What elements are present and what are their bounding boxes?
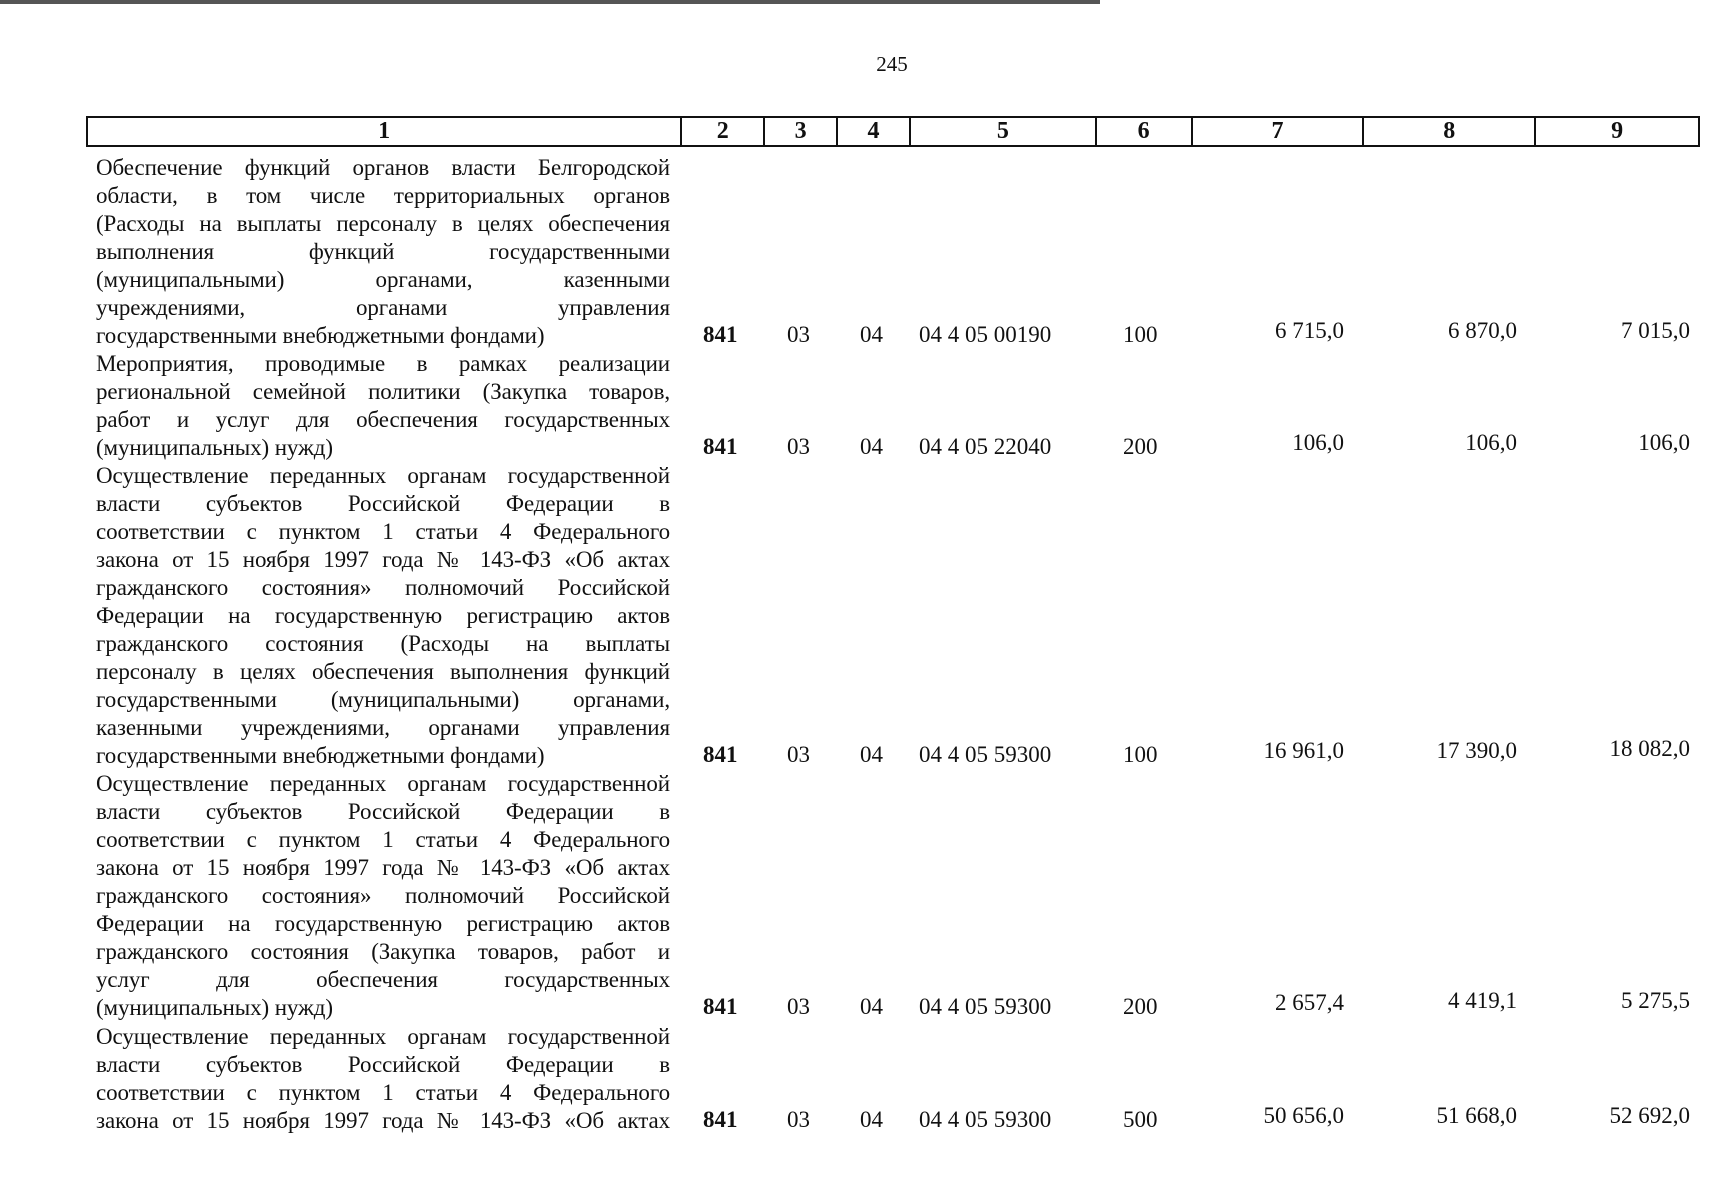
description-line: закона от 15 ноября 1997 года № 143-ФЗ «Об актах — [96, 547, 670, 572]
cell-col-7: 6 715,0 — [1275, 318, 1344, 343]
header-col-1: 1 — [88, 118, 682, 145]
cell-col-8: 4 419,1 — [1448, 988, 1517, 1013]
cell-col-8: 17 390,0 — [1436, 738, 1517, 763]
description-line: власти субъектов Российской Федерации в — [96, 799, 670, 824]
description-line: закона от 15 ноября 1997 года № 143-ФЗ «Об актах — [96, 1108, 670, 1133]
row-description — [96, 1023, 670, 1135]
description-line: власти субъектов Российской Федерации в — [96, 1052, 670, 1077]
cell-col-5: 04 4 05 00190 — [919, 322, 1052, 347]
cell-col-5: 04 4 05 59300 — [919, 994, 1052, 1019]
description-line: государственными внебюджетными фондами) — [96, 323, 545, 348]
header-col-7: 7 — [1193, 118, 1365, 145]
cell-col-5: 04 4 05 59300 — [919, 1107, 1052, 1132]
cell-col-4: 04 — [860, 742, 883, 767]
cell-col-9: 18 082,0 — [1609, 736, 1690, 761]
description-line: закона от 15 ноября 1997 года № 143-ФЗ «Об актах — [96, 855, 670, 880]
description-line: (муниципальных) нужд) — [96, 435, 333, 460]
cell-col-5: 04 4 05 22040 — [919, 434, 1052, 459]
row-description — [96, 350, 670, 462]
page-number: 245 — [876, 52, 908, 76]
description-line: власти субъектов Российской Федерации в — [96, 491, 670, 516]
cell-col-3: 03 — [787, 994, 810, 1019]
cell-col-3: 03 — [787, 1107, 810, 1132]
cell-col-8: 51 668,0 — [1436, 1103, 1517, 1128]
description-line: государственными внебюджетными фондами) — [96, 743, 545, 768]
cell-col-2: 841 — [703, 434, 738, 459]
cell-col-8: 6 870,0 — [1448, 318, 1517, 343]
header-col-8: 8 — [1364, 118, 1536, 145]
header-col-9: 9 — [1611, 118, 1624, 144]
cell-col-2: 841 — [703, 994, 738, 1019]
description-line: работ и услуг для обеспечения государственных — [96, 407, 670, 432]
cell-col-2: 841 — [703, 322, 738, 347]
description-line: соответствии с пунктом 1 статьи 4 Федерального — [96, 827, 670, 852]
cell-col-2: 841 — [703, 742, 738, 767]
description-line: Мероприятия, проводимые в рамках реализации — [96, 351, 670, 376]
scan-top-edge — [0, 0, 1100, 4]
cell-col-9: 106,0 — [1638, 430, 1690, 455]
description-line: соответствии с пунктом 1 статьи 4 Федерального — [96, 1080, 670, 1105]
cell-col-8: 106,0 — [1465, 430, 1517, 455]
row-description — [96, 770, 670, 1022]
description-line: Федерации на государственную регистрацию актов — [96, 911, 670, 936]
description-line: гражданского состояния» полномочий Российской — [96, 883, 670, 908]
description-line: (Расходы на выплаты персоналу в целях обеспечения — [96, 211, 670, 236]
description-line: региональной семейной политики (Закупка товаров, — [96, 379, 670, 404]
description-line: учреждениями, органами управления — [96, 295, 670, 320]
description-line: услуг для обеспечения государственных — [96, 967, 670, 992]
description-line: (муниципальными) органами, казенными — [96, 267, 670, 292]
cell-col-3: 03 — [787, 742, 810, 767]
cell-col-9: 52 692,0 — [1609, 1103, 1690, 1128]
header-col-4: 4 — [838, 118, 911, 145]
cell-col-7: 2 657,4 — [1275, 990, 1344, 1015]
description-line: области, в том числе территориальных органов — [96, 183, 670, 208]
cell-col-6: 100 — [1123, 742, 1158, 767]
cell-col-5: 04 4 05 59300 — [919, 742, 1052, 767]
description-line: Осуществление переданных органам государственной — [96, 771, 670, 796]
cell-col-4: 04 — [860, 322, 883, 347]
cell-col-7: 16 961,0 — [1263, 738, 1344, 763]
cell-col-3: 03 — [787, 322, 810, 347]
cell-col-9: 5 275,5 — [1621, 988, 1690, 1013]
cell-col-6: 500 — [1123, 1107, 1158, 1132]
description-line: (муниципальных) нужд) — [96, 995, 333, 1020]
cell-col-3: 03 — [787, 434, 810, 459]
header-col-3: 3 — [765, 118, 838, 145]
header-col-2: 2 — [682, 118, 765, 145]
cell-col-6: 200 — [1123, 994, 1158, 1019]
description-line: Федерации на государственную регистрацию актов — [96, 603, 670, 628]
description-line: гражданского состояния» полномочий Российской — [96, 575, 670, 600]
header-col-6: 6 — [1097, 118, 1193, 145]
description-line: Обеспечение функций органов власти Белгородской — [96, 155, 670, 180]
cell-col-2: 841 — [703, 1107, 738, 1132]
cell-col-7: 50 656,0 — [1263, 1103, 1344, 1128]
description-line: казенными учреждениями, органами управления — [96, 715, 670, 740]
description-line: государственными (муниципальными) органами, — [96, 687, 670, 712]
cell-col-7: 106,0 — [1292, 430, 1344, 455]
cell-col-6: 200 — [1123, 434, 1158, 459]
table-header — [86, 116, 1700, 147]
cell-col-6: 100 — [1123, 322, 1158, 347]
description-line: гражданского состояния (Закупка товаров, работ и — [96, 939, 670, 964]
description-line: персоналу в целях обеспечения выполнения функций — [96, 659, 670, 684]
cell-col-4: 04 — [860, 434, 883, 459]
cell-col-4: 04 — [860, 994, 883, 1019]
description-line: гражданского состояния (Расходы на выплаты — [96, 631, 670, 656]
header-col-5: 5 — [911, 118, 1097, 145]
description-line: соответствии с пунктом 1 статьи 4 Федерального — [96, 519, 670, 544]
cell-col-4: 04 — [860, 1107, 883, 1132]
cell-col-9: 7 015,0 — [1621, 318, 1690, 343]
description-line: Осуществление переданных органам государственной — [96, 463, 670, 488]
row-description — [96, 154, 670, 350]
row-description — [96, 462, 670, 770]
description-line: выполнения функций государственными — [96, 239, 670, 264]
description-line: Осуществление переданных органам государственной — [96, 1024, 670, 1049]
